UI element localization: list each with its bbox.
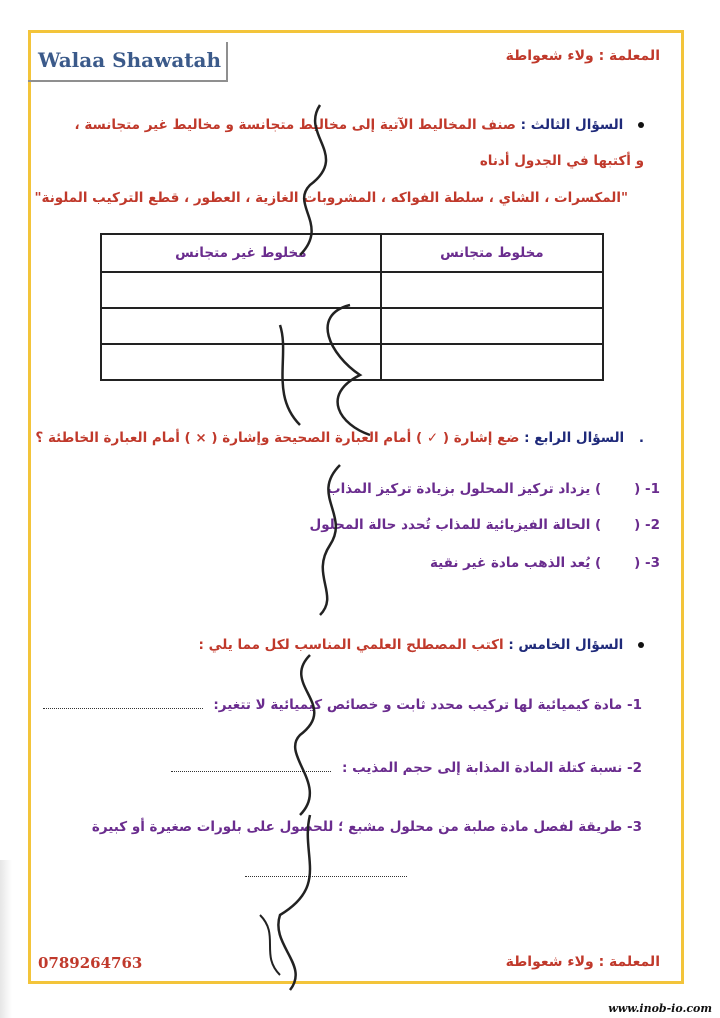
page-edge-shadow [0,860,12,1018]
table-header-heterogeneous: مخلوط غير متجانس [101,234,381,272]
q5-item-2-num: 2- [626,760,642,776]
q4-item-1-num: 1- ( [634,481,660,497]
q3-items: "المكسرات ، الشاي ، سلطة الفواكه ، المشروبات الغازية ، العطور ، قطع التركيب الملونة" [34,190,628,206]
q4-item-2 [309,517,660,533]
q3-title: السؤال الثالث : [520,117,624,133]
table-cell[interactable] [101,344,381,380]
q3-text-2: و أكتبها في الجدول أدناه [479,153,644,169]
q5-item-1-text: مادة كيميائية لها تركيب محدد ثابت و خصائص كيميائية لا تتغير: [213,697,623,713]
table-cell[interactable] [381,344,603,380]
q5-text: اكتب المصطلح العلمي المناسب لكل مما يلي : [198,637,504,653]
header-divider-vertical [226,42,228,80]
table-cell[interactable] [381,272,603,308]
q5-item-2 [171,759,642,776]
q5-heading [198,637,644,653]
mixtures-table [100,233,604,381]
phone-number: 0789264763 [38,954,143,972]
q4-item-3-text: يُعد الذهب مادة غير نقية [429,555,591,571]
q5-item-1 [43,696,642,713]
q4-item-3-close: ) [595,555,602,571]
header-divider-horizontal [28,80,228,82]
teacher-label-bottom: المعلمة : ولاء شعواطة [505,954,660,970]
answer-blank[interactable] [171,759,331,772]
table-cell[interactable] [381,308,603,344]
q5-item-3-text: طريقة لفصل مادة صلبة من محلول مشبع ؛ للحصول على بلورات صغيرة أو كبيرة [91,819,623,835]
q4-item-2-num: 2- ( [634,517,660,533]
q5-title: السؤال الخامس : [508,637,624,653]
answer-blank[interactable] [43,696,203,709]
q5-item-1-num: 1- [626,697,642,713]
q4-item-1-close: ) [595,481,602,497]
q4-title: السؤال الرابع : [524,430,625,446]
q4-text: ضع إشارة ( ✓ ) أمام العبارة الصحيحة وإشارة ( × ) أمام العبارة الخاطئة ؟ [35,430,520,446]
bullet-icon [638,642,644,648]
q5-item-3-num: 3- [626,819,642,835]
teacher-name-latin: Walaa Shawatah [38,48,222,72]
page-border [28,30,684,984]
site-url: www.inob-io.com [608,1002,712,1015]
answer-blank[interactable] [245,876,407,877]
dot-marker: . [638,430,644,446]
q4-item-3-num: 3- ( [634,555,660,571]
table-cell[interactable] [101,308,381,344]
teacher-label-top: المعلمة : ولاء شعواطة [505,48,660,64]
bullet-icon [638,122,644,128]
table-cell[interactable] [101,272,381,308]
q5-item-3 [92,819,642,835]
q3-text: صنف المخاليط الآتية إلى مخاليط متجانسة و مخاليط غير متجانسة ، [74,117,516,133]
table-header-homogeneous: مخلوط متجانس [381,234,603,272]
q4-heading [35,430,644,446]
q4-item-2-text: الحالة الفيزيائية للمذاب تُحدد حالة المحلول [309,517,591,533]
q4-item-1-text: يزداد تركيز المحلول بزيادة تركيز المذاب [327,481,591,497]
q5-item-2-text: نسبة كتلة المادة المذابة إلى حجم المذيب : [341,760,623,776]
q4-item-1 [327,481,660,497]
q3-heading [75,117,644,133]
q4-item-3 [430,555,660,571]
q4-item-2-close: ) [595,517,602,533]
